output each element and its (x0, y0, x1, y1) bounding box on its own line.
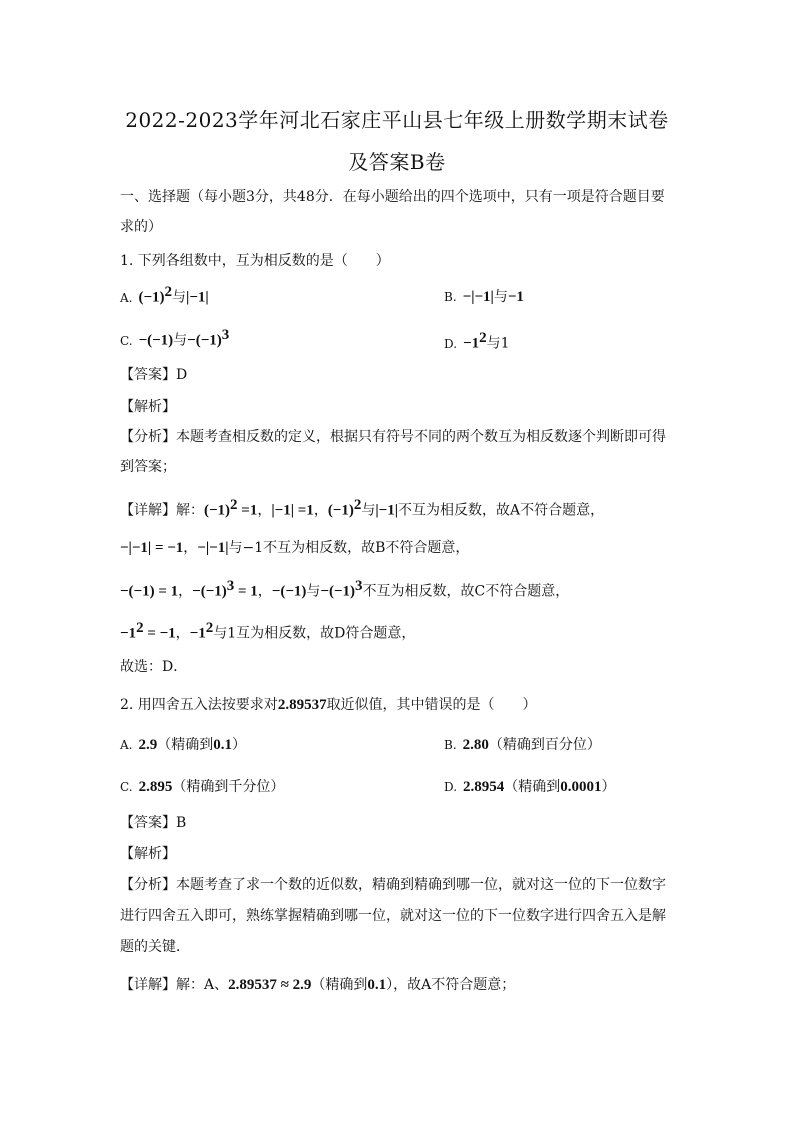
option-note: （精确到千分位） (172, 779, 285, 795)
option-label: C. (120, 780, 133, 794)
math-exponent: 2 (205, 620, 214, 636)
q1-analysis-line-1: 【分析】本题考查相反数的定义，根据只有符号不同的两个数互为相反数逐个判断即可得 (120, 429, 666, 445)
option-label: A. (120, 738, 133, 752)
q2-analysis-line-2: 进行四舍五入即可，熟练掌握精确到哪一位，就对这一位的下一位数字进行四舍五入是解 (120, 908, 666, 924)
math-expr: −(−1) (138, 332, 174, 349)
q1-analysis-heading: 【解析】 (120, 399, 176, 415)
math-expr: −|−1| (462, 289, 494, 305)
math-expr: −(−1) (320, 583, 355, 600)
q2-detail-line-1 (120, 974, 515, 994)
option-note: （精确到 (157, 737, 214, 753)
option-note: ） (231, 737, 246, 753)
detail-text: 与1互为相反数，故D符合题意， (213, 625, 416, 642)
option-label: D. (444, 336, 458, 351)
math-exponent: 2 (230, 497, 238, 513)
math-expr: = −1 (143, 625, 176, 642)
math-exponent: 3 (221, 327, 230, 343)
option-connector: 与1 (486, 335, 510, 352)
connector: 与 (361, 502, 376, 519)
detail-text: （精确到 (311, 977, 368, 993)
q2-option-c (120, 776, 284, 796)
q1-detail-line-4 (120, 620, 415, 643)
q1-detail-line-1 (120, 497, 604, 520)
q2-option-a (120, 734, 246, 754)
q1-option-b (444, 286, 524, 306)
section-heading: 一、选择题（每小题3分，共48分．在每小题给出的四个选项中，只有一项是符合题目要 (120, 189, 665, 205)
option-connector: 与 (493, 289, 508, 305)
math-number: 2.9 (138, 737, 158, 753)
comma: ， (257, 502, 272, 519)
math-expr: 2.89537 ≈ 2.9 (228, 977, 312, 993)
option-connector: 与 (173, 332, 188, 349)
math-expr: −1 (189, 625, 206, 642)
q1-option-a (120, 284, 209, 307)
detail-text: 不互为相反数，故C不符合题意， (362, 583, 570, 600)
math-exponent: 2 (353, 497, 362, 513)
math-exponent: 3 (354, 578, 363, 594)
comma: ， (257, 583, 272, 600)
title-line-2: 及答案B卷 (348, 150, 446, 174)
math-expr: −(−1) (271, 583, 307, 600)
math-expr: = 1 (234, 583, 258, 600)
detail-prefix: 【详解】解：A、 (120, 977, 229, 993)
math-expr: −(−1) (187, 332, 222, 349)
option-connector: 与 (172, 289, 187, 306)
math-exponent: 2 (479, 330, 487, 346)
math-expr: −(−1) = 1 (120, 583, 179, 600)
stem-text: 2. 用四舍五入法按要求对 (120, 697, 278, 713)
math-number: 2.8954 (463, 779, 505, 795)
math-number: 2.895 (138, 779, 173, 795)
option-note: （精确到 (504, 779, 561, 795)
math-expr: |−1| =1 (271, 502, 314, 519)
detail-prefix: 【详解】解： (120, 502, 204, 519)
math-expr: (−1) (204, 502, 231, 519)
option-label: D. (444, 780, 458, 794)
math-expr: −|−1| = −1 (120, 540, 184, 556)
math-number: 2.89537 (277, 697, 327, 713)
detail-text: 与−1不互为相反数，故B不符合题意， (228, 540, 470, 556)
math-number: 0.1 (367, 977, 387, 993)
q2-option-d (444, 776, 616, 796)
section-heading-cont: 求的） (120, 219, 162, 235)
math-expr: −|−1| (197, 540, 229, 556)
comma: ， (313, 502, 328, 519)
math-number: 0.0001 (560, 779, 602, 795)
math-exponent: 2 (164, 284, 173, 300)
option-label: A. (120, 290, 133, 305)
math-expr: |−1| (186, 289, 209, 306)
math-expr: (−1) (138, 289, 165, 306)
math-expr: −(−1) (192, 583, 227, 600)
q1-detail-line-2 (120, 537, 469, 557)
q2-analysis-line-1: 【分析】本题考查了求一个数的近似数，精确到精确到哪一位，就对这一位的下一位数字 (120, 877, 666, 893)
math-exponent: 3 (226, 578, 235, 594)
option-note: （精确到百分位） (488, 737, 601, 753)
q1-answer: 【答案】D (120, 367, 188, 383)
connector: 与 (306, 583, 321, 600)
math-expr: (−1) (327, 502, 354, 519)
option-label: B. (444, 290, 457, 304)
title-line-1: 2022-2023学年河北石家庄平山县七年级上册数学期末试卷 (125, 108, 669, 132)
option-label: C. (120, 333, 133, 348)
q1-option-d (444, 330, 510, 353)
option-note: ） (601, 779, 616, 795)
math-exponent: 2 (136, 620, 144, 636)
detail-text: ），故A不符合题意； (386, 977, 516, 993)
q1-conclusion: 故选：D． (120, 659, 188, 675)
q1-analysis-line-2: 到答案； (120, 459, 176, 475)
q1-detail-line-3 (120, 578, 569, 601)
stem-text: 取近似值，其中错误的是（ ） (326, 697, 537, 713)
q2-analysis-line-3: 题的关键． (120, 939, 190, 955)
comma: ， (178, 583, 193, 600)
math-expr: −1 (507, 289, 524, 305)
q2-analysis-heading: 【解析】 (120, 846, 176, 862)
comma: ， (175, 625, 190, 642)
q2-option-b (444, 734, 601, 754)
math-expr: =1 (237, 502, 258, 519)
q1-option-c (120, 327, 229, 350)
question-2-stem (120, 694, 537, 714)
q2-answer: 【答案】B (120, 815, 187, 831)
option-label: B. (444, 738, 457, 752)
math-expr: −1 (463, 335, 480, 352)
comma: ， (183, 540, 198, 556)
math-number: 0.1 (213, 737, 232, 753)
question-1-stem: 1. 下列各组数中，互为相反数的是（ ） (120, 253, 390, 269)
math-expr: −1 (120, 625, 137, 642)
math-number: 2.80 (462, 737, 489, 753)
math-expr: |−1| (375, 502, 399, 519)
detail-text: 不互为相反数，故A不符合题意， (398, 502, 605, 519)
